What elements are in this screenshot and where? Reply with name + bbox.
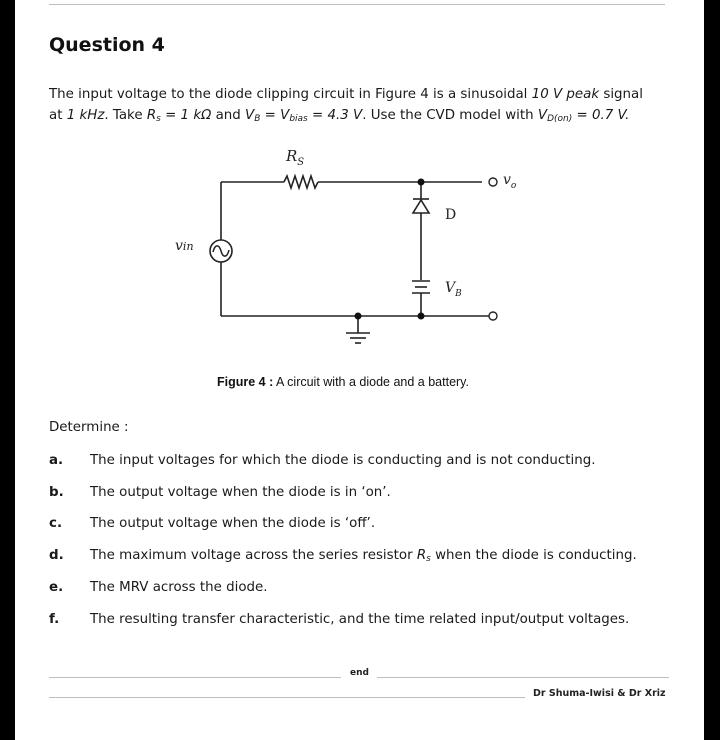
end-label: end (350, 668, 369, 678)
rs-symbol: $R_s = 1$ kΩ (146, 108, 212, 124)
vdon-symbol: $V_{D(on)} = 0.7$ V. (537, 108, 630, 124)
determine-label: Determine : (49, 420, 129, 435)
label-vo: $v_o$ (503, 172, 517, 191)
figure-caption: Figure 4 : A circuit with a diode and a battery. (217, 375, 469, 389)
authors: Dr Shuma-Iwisi & Dr Xriz (533, 688, 666, 699)
label-vin: vin (175, 238, 194, 254)
label-vb: $V_B$ (445, 280, 462, 299)
intro-line-1: The input voltage to the diode clipping circuit in Figure 4 is a sinusoidal 10 V peak signal (49, 87, 643, 102)
question-title: Question 4 (49, 34, 165, 56)
label-diode: D (445, 207, 457, 223)
intro-line-2: at 1 kHz. Take $R_s = 1$ kΩ and $V_B = V_{bias} = 4.3$ V. Use the CVD model with $V_{D(on)} = 0.7$ V. (49, 108, 630, 124)
footer-rule (49, 697, 525, 698)
vb-symbol: $V_B$ (245, 108, 261, 124)
resistor-rs-icon (284, 176, 318, 188)
vbias-symbol: $V_{bias} = 4.3$ V (280, 108, 363, 124)
vo-terminal-icon (489, 178, 497, 186)
label-rs: $R_S$ (286, 147, 305, 168)
document-page: Question 4 The input voltage to the diode clipping circuit in Figure 4 is a sinusoidal 10 V peak signal at 1 kHz. Take $R_s = 1$ kΩ and $V_B = V_{bias} = 4.3$ V. Use the CVD model with $V_{D(on)} = 0.7$ V. $R_S$ vin $v_o$ D $V_B$ Figure 4 : A circuit with a diode and a battery. Determine : a. The input voltages for which the diode is conducting and is not conducting. b. The output voltage when the diode is in ‘on’. c. The output voltage when the diode is ‘off’. d. The maximum voltage across the series resistor $R_s$ when the diode is conducting. e. The MRV across the diode. f. The resulting transfer characteristic, and the time related input/output voltages. end Dr Shuma-Iwisi & Dr Xriz (15, 0, 704, 740)
end-rule-right (377, 677, 669, 678)
end-rule-left (49, 677, 341, 678)
circuit-diagram (15, 0, 704, 370)
ac-source-icon (210, 240, 232, 262)
diode-icon (413, 200, 429, 213)
ground-terminal-icon (489, 312, 497, 320)
